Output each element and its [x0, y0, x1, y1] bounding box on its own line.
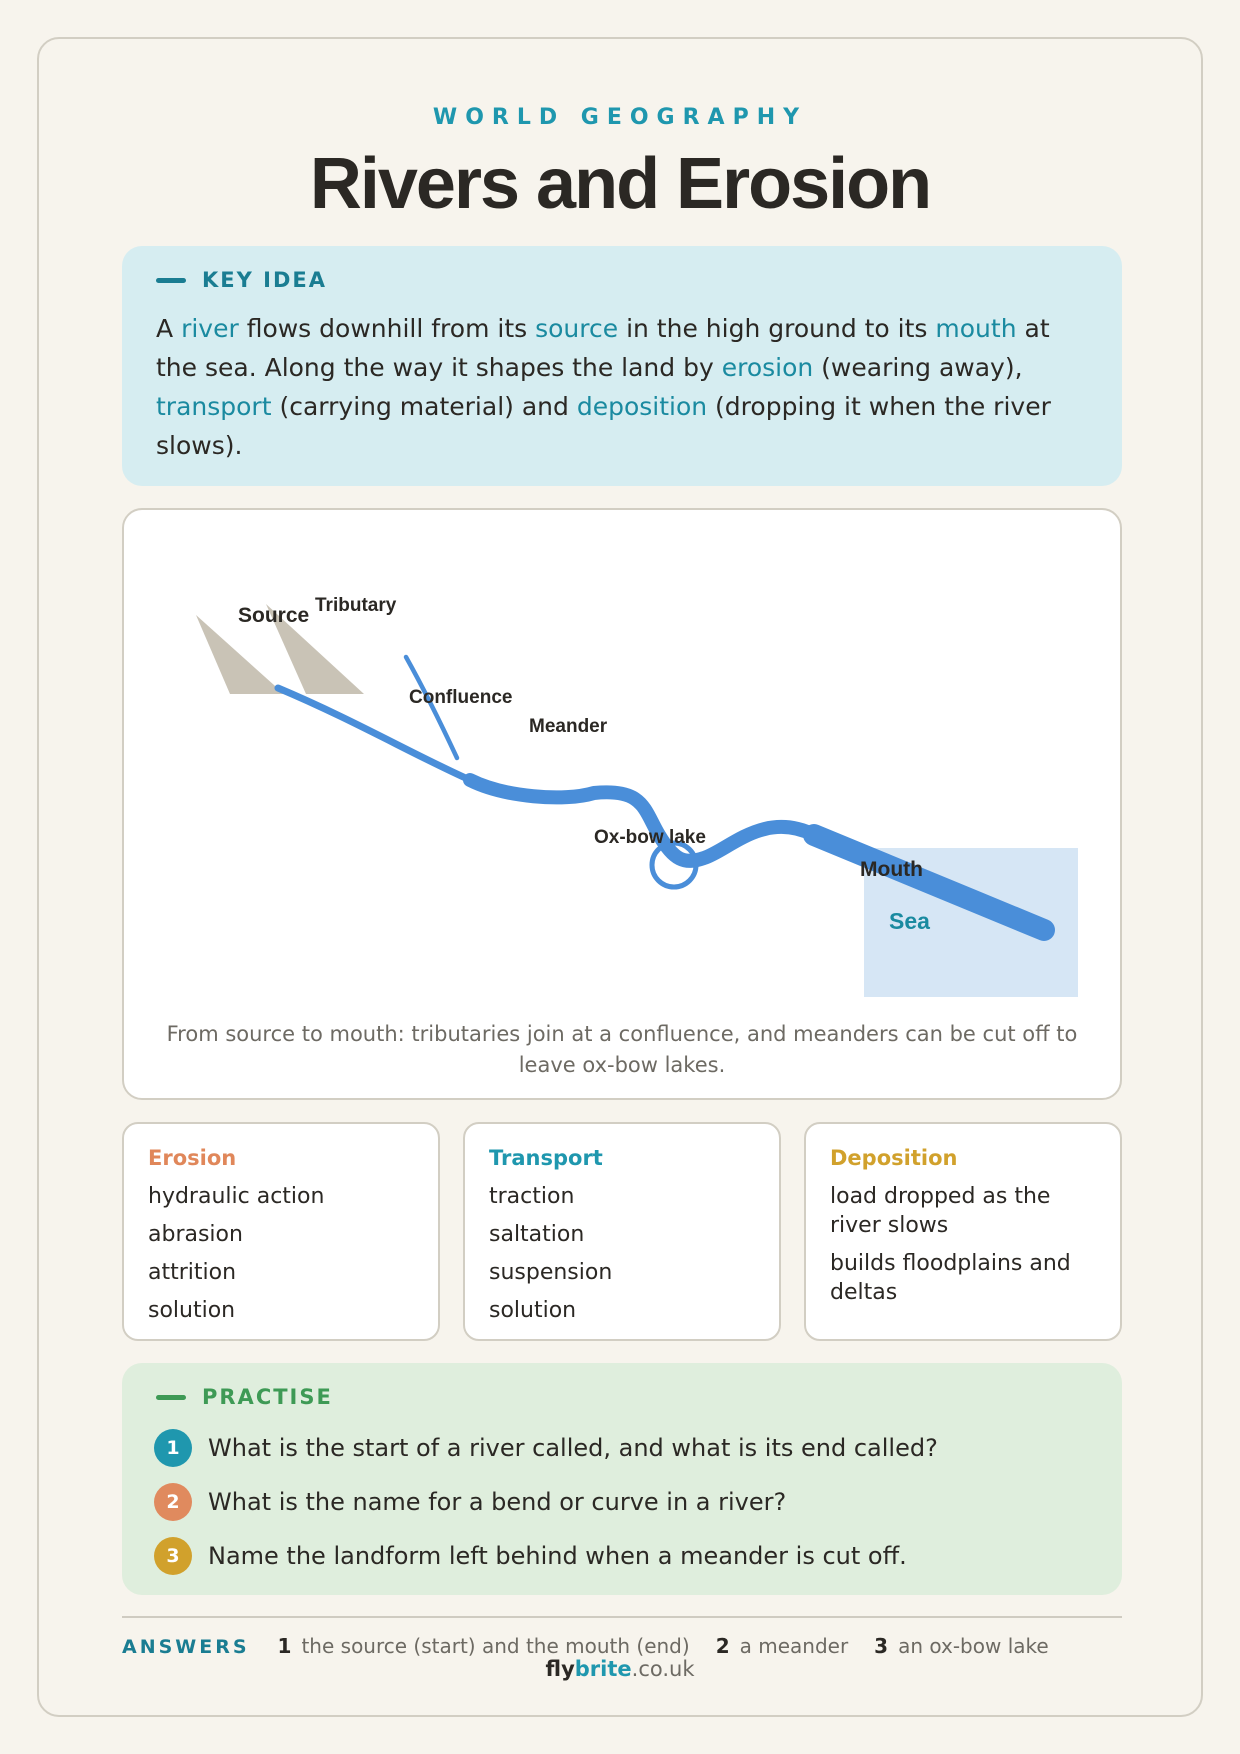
answer-number: 1 [277, 1634, 292, 1658]
deposition-card [804, 1122, 1122, 1341]
question-number-badge: 2 [154, 1483, 192, 1521]
list-item: suspension [489, 1260, 613, 1285]
question-2 [154, 1483, 786, 1521]
brand-brite: brite [574, 1657, 632, 1681]
question-number-badge: 1 [154, 1429, 192, 1467]
question-text: What is the name for a bend or curve in a river? [208, 1488, 787, 1516]
practise-label: PRACTISE [202, 1385, 333, 1409]
label-oxbow-lake: Ox-bow lake [594, 827, 706, 848]
erosion-list [148, 1182, 420, 1334]
practise-box [122, 1363, 1122, 1595]
key-term-erosion: erosion [721, 353, 814, 382]
list-item: hydraulic action [148, 1184, 325, 1209]
label-confluence: Confluence [409, 687, 513, 708]
key-idea-heading [156, 268, 327, 292]
erosion-card [122, 1122, 440, 1341]
answers-label: ANSWERS [122, 1636, 250, 1658]
answer-number: 2 [715, 1634, 730, 1658]
page-title: Rivers and Erosion [309, 144, 931, 224]
diagram-caption: From source to mouth: tributaries join at a confluence, and meanders can be cut off to leave ox-bow lakes. [166, 1022, 1078, 1077]
question-number-badge: 3 [154, 1537, 192, 1575]
river-diagram-svg [124, 510, 1124, 1102]
list-item: load dropped as the river slows [830, 1184, 1051, 1238]
answers-row [122, 1634, 1122, 1658]
key-idea-text-part: A [156, 314, 182, 343]
transport-title: Transport [489, 1146, 603, 1170]
list-item: solution [489, 1298, 577, 1323]
transport-list [489, 1182, 761, 1334]
key-term-transport: transport [156, 392, 272, 421]
question-1 [154, 1429, 938, 1467]
question-text: What is the start of a river called, and what is its end called? [208, 1434, 938, 1462]
key-term-source: source [535, 314, 619, 343]
list-item: attrition [148, 1260, 237, 1285]
question-text: Name the landform left behind when a meander is cut off. [208, 1542, 907, 1570]
practise-heading [156, 1385, 333, 1409]
key-idea-text-part: (wearing away), [813, 353, 1023, 382]
list-item: abrasion [148, 1222, 243, 1247]
list-item: builds floodplains and deltas [830, 1251, 1071, 1305]
label-source: Source [238, 604, 310, 627]
list-item: traction [489, 1184, 575, 1209]
key-idea-text-part: at the sea. Along the way it shapes the land by [156, 314, 1050, 382]
erosion-title: Erosion [148, 1146, 237, 1170]
key-term-river: river [181, 314, 239, 343]
deposition-title: Deposition [830, 1146, 958, 1170]
key-idea-box [122, 246, 1122, 486]
list-item: saltation [489, 1222, 585, 1247]
river-diagram [122, 508, 1122, 1100]
key-idea-text [156, 309, 1096, 465]
brand-fly: fly [545, 1657, 575, 1681]
brand-footer [39, 1657, 1201, 1681]
brand-domain: .co.uk [631, 1657, 695, 1681]
question-3 [154, 1537, 907, 1575]
answer-text: the source (start) and the mouth (end) [301, 1634, 690, 1658]
label-mouth: Mouth [860, 858, 923, 881]
list-item: solution [148, 1298, 236, 1323]
transport-card [463, 1122, 781, 1341]
key-term-mouth: mouth [935, 314, 1017, 343]
key-idea-label: KEY IDEA [202, 268, 327, 292]
key-idea-text-part: flows downhill from its [238, 314, 536, 343]
label-sea: Sea [889, 908, 930, 934]
dash-icon [156, 278, 186, 283]
label-tributary: Tributary [315, 595, 397, 616]
key-idea-text-part: (carrying material) and [271, 392, 577, 421]
label-meander: Meander [529, 716, 608, 737]
middle-course-meander [470, 780, 814, 861]
key-idea-text-part: (dropping it when the river slows). [156, 392, 1051, 460]
key-idea-text-part: in the high ground to its [618, 314, 936, 343]
key-term-deposition: deposition [576, 392, 708, 421]
divider [122, 1616, 1122, 1618]
dash-icon [156, 1395, 186, 1400]
worksheet [37, 37, 1203, 1717]
subject-label: WORLD GEOGRAPHY [432, 105, 808, 130]
deposition-list [830, 1182, 1102, 1316]
answer-text: a meander [739, 1634, 849, 1658]
answer-number: 3 [874, 1634, 889, 1658]
answer-text: an ox-bow lake [898, 1634, 1049, 1658]
